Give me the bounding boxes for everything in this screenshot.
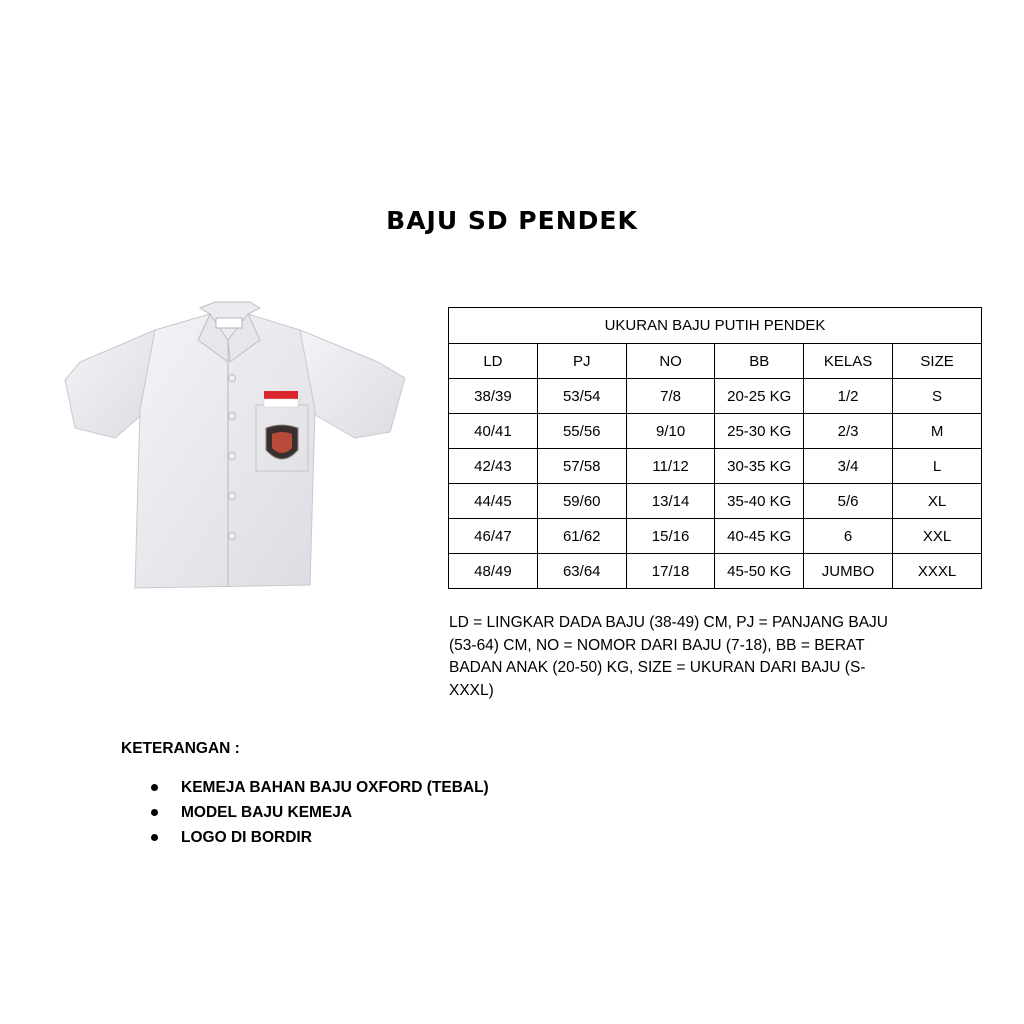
table-cell: 45-50 KG [715, 554, 803, 589]
table-cell: S [893, 379, 982, 414]
table-cell: 13/14 [626, 484, 715, 519]
table-cell: 59/60 [537, 484, 626, 519]
list-item [150, 802, 489, 827]
table-cell: 15/16 [626, 519, 715, 554]
table-cell: XXXL [893, 554, 982, 589]
size-table [448, 307, 982, 589]
table-row [449, 554, 982, 589]
header-cell: BB [715, 344, 803, 379]
table-cell: 53/54 [537, 379, 626, 414]
table-cell: 48/49 [449, 554, 538, 589]
table-cell: L [893, 449, 982, 484]
table-row [449, 414, 982, 449]
table-cell: 17/18 [626, 554, 715, 589]
list-item-label: KEMEJA BAHAN BAJU OXFORD (TEBAL) [181, 779, 489, 796]
header-cell: SIZE [893, 344, 982, 379]
size-legend-notes: LD = LINGKAR DADA BAJU (38-49) CM, PJ = PANJANG BAJU (53-64) CM, NO = NOMOR DARI BAJU (7-18), BB = BERAT BADAN ANAK (20-50) KG, SIZE = UKURAN DARI BAJU (S-XXXL) [449, 614, 889, 699]
shirt-image [60, 300, 410, 600]
table-row [449, 449, 982, 484]
feature-list [150, 777, 489, 852]
header-cell: NO [626, 344, 715, 379]
table-cell: 55/56 [537, 414, 626, 449]
bullet-icon [151, 809, 158, 816]
keterangan-title: KETERANGAN : [121, 740, 240, 757]
table-cell: 38/39 [449, 379, 538, 414]
table-cell: XL [893, 484, 982, 519]
table-cell: JUMBO [803, 554, 892, 589]
page-title: BAJU SD PENDEK [386, 206, 638, 235]
header-cell: KELAS [803, 344, 892, 379]
table-cell: 2/3 [803, 414, 892, 449]
bullet-icon [151, 834, 158, 841]
table-cell: 11/12 [626, 449, 715, 484]
table-header-row [449, 344, 982, 379]
table-row [449, 379, 982, 414]
header-cell: LD [449, 344, 538, 379]
table-cell: M [893, 414, 982, 449]
bullet-icon [151, 784, 158, 791]
table-cell: 20-25 KG [715, 379, 803, 414]
table-cell: 40/41 [449, 414, 538, 449]
table-cell: 5/6 [803, 484, 892, 519]
table-cell: 30-35 KG [715, 449, 803, 484]
table-cell: 44/45 [449, 484, 538, 519]
table-caption: UKURAN BAJU PUTIH PENDEK [449, 308, 982, 344]
table-row [449, 519, 982, 554]
table-cell: 61/62 [537, 519, 626, 554]
header-cell: PJ [537, 344, 626, 379]
table-row [449, 484, 982, 519]
table-cell: 7/8 [626, 379, 715, 414]
table-cell: XXL [893, 519, 982, 554]
list-item [150, 827, 489, 852]
table-cell: 46/47 [449, 519, 538, 554]
list-item [150, 777, 489, 802]
table-cell: 25-30 KG [715, 414, 803, 449]
list-item-label: MODEL BAJU KEMEJA [181, 804, 353, 821]
table-cell: 63/64 [537, 554, 626, 589]
table-cell: 6 [803, 519, 892, 554]
white-school-shirt-icon [60, 300, 410, 600]
table-cell: 9/10 [626, 414, 715, 449]
table-cell: 1/2 [803, 379, 892, 414]
table-cell: 42/43 [449, 449, 538, 484]
table-cell: 57/58 [537, 449, 626, 484]
list-item-label: LOGO DI BORDIR [181, 829, 312, 846]
table-cell: 35-40 KG [715, 484, 803, 519]
table-cell: 3/4 [803, 449, 892, 484]
table-cell: 40-45 KG [715, 519, 803, 554]
